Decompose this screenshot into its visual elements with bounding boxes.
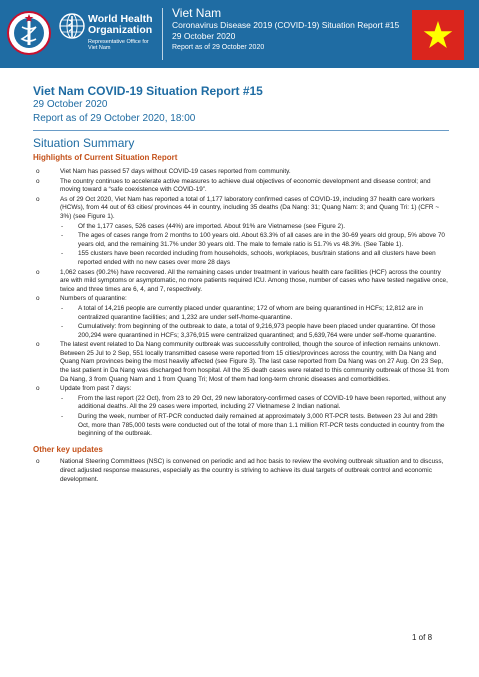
- highlight-item: [33, 385, 449, 394]
- item-text: The latest event related to Da Nang community outbreak was successfully controlled, though the source of infection remains unknown. Between 25 Jul to 2 Sep, 551 locally transmitted casese were reported from 15 cities/provinces across the country, with Da Nang and Quang Nam provinces being the most heavily affected (see Figure 3). The last case reported from Da Nang was on 27 Aug. On 23 Sep, the last patient in Da Nang was discharged from hospital. All the 35 death cases were related to this community outbreak of those 31 from Da Nang, 3 from Quang Nam and 1 from Quang Tri; Most of them had long-term chronic diseases and comorbidities.: [60, 341, 449, 383]
- highlight-item: [33, 196, 449, 222]
- report-as-of: Report as of 29 October 2020, 18:00: [33, 113, 196, 124]
- dash-marker: -: [61, 232, 64, 240]
- item-text: 1,062 cases (90.2%) have recovered. All the remaining cases under treatment in various health care facilities (HCF) across the country are with mild symptoms or asymptomatic, no more patients required ICU. Among those, number of cases who have tested negative once, twice and three times are 6, 4, and 7, respectively.: [60, 268, 448, 293]
- other-update-item: [33, 458, 449, 484]
- highlight-subitem: [33, 395, 449, 412]
- dash-marker: -: [61, 250, 64, 258]
- highlight-subitem: [33, 232, 449, 249]
- banner-report-line: Coronavirus Disease 2019 (COVID-19) Situation Report #15: [172, 20, 400, 30]
- banner-text: [172, 6, 399, 53]
- report-body: [33, 168, 449, 485]
- highlight-item: [33, 269, 449, 295]
- other-updates-list: [33, 458, 449, 484]
- item-text: Numbers of quarantine:: [60, 295, 127, 303]
- bullet-marker: o: [36, 385, 40, 393]
- highlights-heading: Highlights of Current Situation Report: [33, 153, 178, 162]
- item-text: Viet Nam has passed 57 days without COVID-19 cases reported from community.: [60, 168, 291, 175]
- page-number: 1 of 8: [412, 633, 433, 642]
- item-text: Update from past 7 days:: [60, 385, 132, 393]
- dash-marker: -: [61, 413, 64, 421]
- highlight-item: [33, 341, 449, 384]
- logo-block: [6, 8, 153, 60]
- bullet-marker: o: [36, 295, 40, 303]
- item-text: The country continues to accelerate active measures to achieve dual objectives of economic development and disease control; and moving toward a “safe coexistence with COVID-19”.: [60, 177, 431, 194]
- dash-marker: -: [61, 304, 64, 312]
- highlight-item: [33, 295, 449, 304]
- other-updates-heading: Other key updates: [33, 444, 103, 454]
- highlights-list: [33, 168, 449, 439]
- item-text: 155 clusters have been recorded including from households, schools, workplaces, bus/train stations and all clusters have been reported ended with no new cases over more 28 days: [78, 250, 436, 266]
- bullet-marker: o: [36, 341, 40, 349]
- item-text: The ages of cases range from 2 months to 100 years old. About 63.3% of all cases are in the 30-69 years old group, 5% above 70 years old, and the remaining 31.7% under 30 years old. The male to female ratio is 51.7% vs 48.3%. (See Table 1).: [78, 232, 445, 248]
- dash-marker: -: [61, 394, 64, 402]
- bullet-marker: o: [36, 168, 40, 175]
- item-text: A total of 14,216 people are currently placed under quarantine; 172 of whom are being quarantined in HCFs; 12,812 are in centralized quarantine facilities; and 1,232 are under self-/home-quarantine.: [78, 304, 423, 321]
- vietnam-flag-icon: [412, 10, 464, 60]
- highlight-subitem: [33, 323, 449, 340]
- item-text: From the last report (22 Oct), from 23 to 29 Oct, 29 new laboratory-confirmed cases of COVID-19 have been reported, without any additional deaths. All the 29 cases were imported, including 27 Vietnamese 2 Indian national.: [78, 394, 446, 411]
- item-text: Cumulatively: from beginning of the outbreak to date, a total of 9,216,973 people have been placed under quarantine. Of those 200,294 were quarantined in HCFs; 3,376,915 were centralized quarantined; and 5,639,764 were under self-/home quarantine.: [78, 323, 437, 339]
- who-org-name: World Health Organization: [88, 13, 153, 36]
- bullet-marker: o: [36, 195, 40, 203]
- banner-divider: [162, 8, 163, 60]
- highlight-item: [33, 168, 449, 177]
- item-text: Of the 1,177 cases, 526 cases (44%) are imported. About 91% are Vietnamese (see Figure 2).: [78, 222, 346, 230]
- title-divider: [33, 130, 449, 131]
- highlight-subitem: [33, 305, 449, 322]
- who-logo-icon: [58, 12, 86, 40]
- highlight-item: [33, 178, 449, 195]
- bullet-marker: o: [36, 177, 40, 185]
- highlight-subitem: [33, 413, 449, 439]
- highlight-subitem: [33, 223, 449, 232]
- report-date: 29 October 2020: [33, 99, 108, 110]
- highlight-subitem: [33, 250, 449, 267]
- bullet-marker: o: [36, 458, 40, 466]
- item-text: National Steering Committees (NSC) is convened on periodic and ad hoc basis to review the evolving outbreak situation and to discuss, direct adjusted response measures, especially as the country is striving to achieve its dual targets of outbreak control and economic development.: [60, 458, 444, 483]
- dash-marker: -: [61, 323, 64, 331]
- banner-asof: Report as of 29 October 2020: [172, 44, 265, 51]
- who-org-subtitle: Representative Office for Viet Nam: [88, 39, 149, 52]
- banner-date: 29 October 2020: [172, 31, 236, 41]
- bullet-marker: o: [36, 268, 40, 276]
- section-title: Situation Summary: [33, 136, 135, 150]
- header-banner: [0, 0, 479, 68]
- vietnam-ministry-emblem-icon: [6, 10, 52, 56]
- item-text: As of 29 Oct 2020, Viet Nam has reported a total of 1,177 laboratory confirmed cases of COVID-19, including 37 health care workers (HCWs), from 44 out of 63 cities/ provinces 44 in country, including 35 deaths (Da Nang: 31; Quang Nam: 3; and Quang Tri: 1) (CFR ~ 3%) (see Figure 1).: [60, 195, 440, 220]
- report-title: Viet Nam COVID-19 Situation Report #15: [33, 84, 263, 98]
- banner-country: Viet Nam: [172, 6, 222, 20]
- dash-marker: -: [61, 222, 64, 230]
- item-text: During the week, number of RT-PCR conducted daily remained at approximately 3,000 RT-PCR tests. Between 23 Jul and 28th Oct, more than 785,000 tests were conducted out of the total of more than 1.1 million RT-PCR tests conducted in country from the beginning of the outbreak.: [78, 413, 445, 438]
